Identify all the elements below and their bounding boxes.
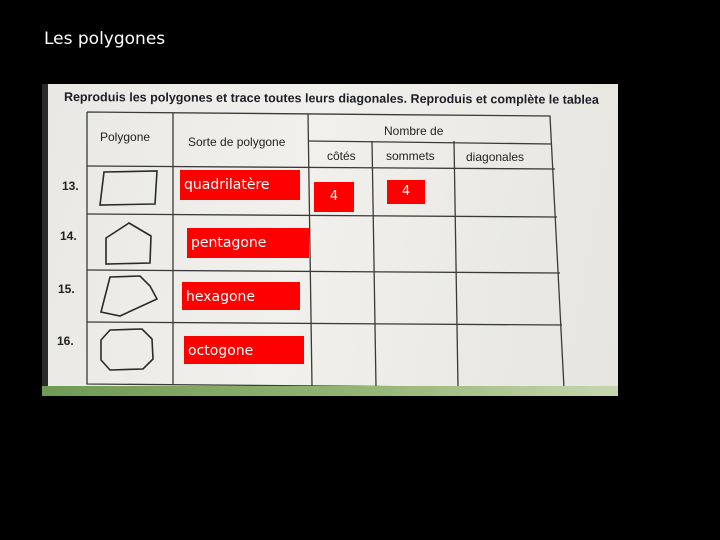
hexagon-icon [101,276,157,316]
page-edge-strip [42,386,618,396]
worksheet-instruction: Reproduis les polygones et trace toutes leurs diagonales. Reproduis et complète le tablea [63,90,599,107]
answer-quadrilatere: quadrilatère [180,170,300,200]
header-polygone: Polygone [100,130,151,144]
answer-pentagone: pentagone [187,228,309,258]
header-sommets: sommets [386,149,435,163]
row-number-13: 13. [62,179,79,193]
pentagon-icon [106,223,151,264]
answer-sommets-quadrilatere: 4 [387,180,425,204]
header-sorte: Sorte de polygone [188,135,286,149]
quadrilateral-icon [100,171,157,205]
header-nombre-de: Nombre de [384,124,444,138]
answer-hexagone: hexagone [182,282,300,310]
row-number-14: 14. [60,229,77,243]
slide-title: Les polygones [44,29,166,49]
worksheet-photo [42,84,618,396]
header-cotes: côtés [327,149,356,163]
row-number-16: 16. [57,334,74,348]
row-number-15: 15. [58,282,75,296]
answer-cotes-quadrilatere: 4 [314,182,354,212]
answer-octogone: octogone [184,336,304,364]
octagon-icon [101,329,153,370]
header-diagonales: diagonales [466,150,525,164]
